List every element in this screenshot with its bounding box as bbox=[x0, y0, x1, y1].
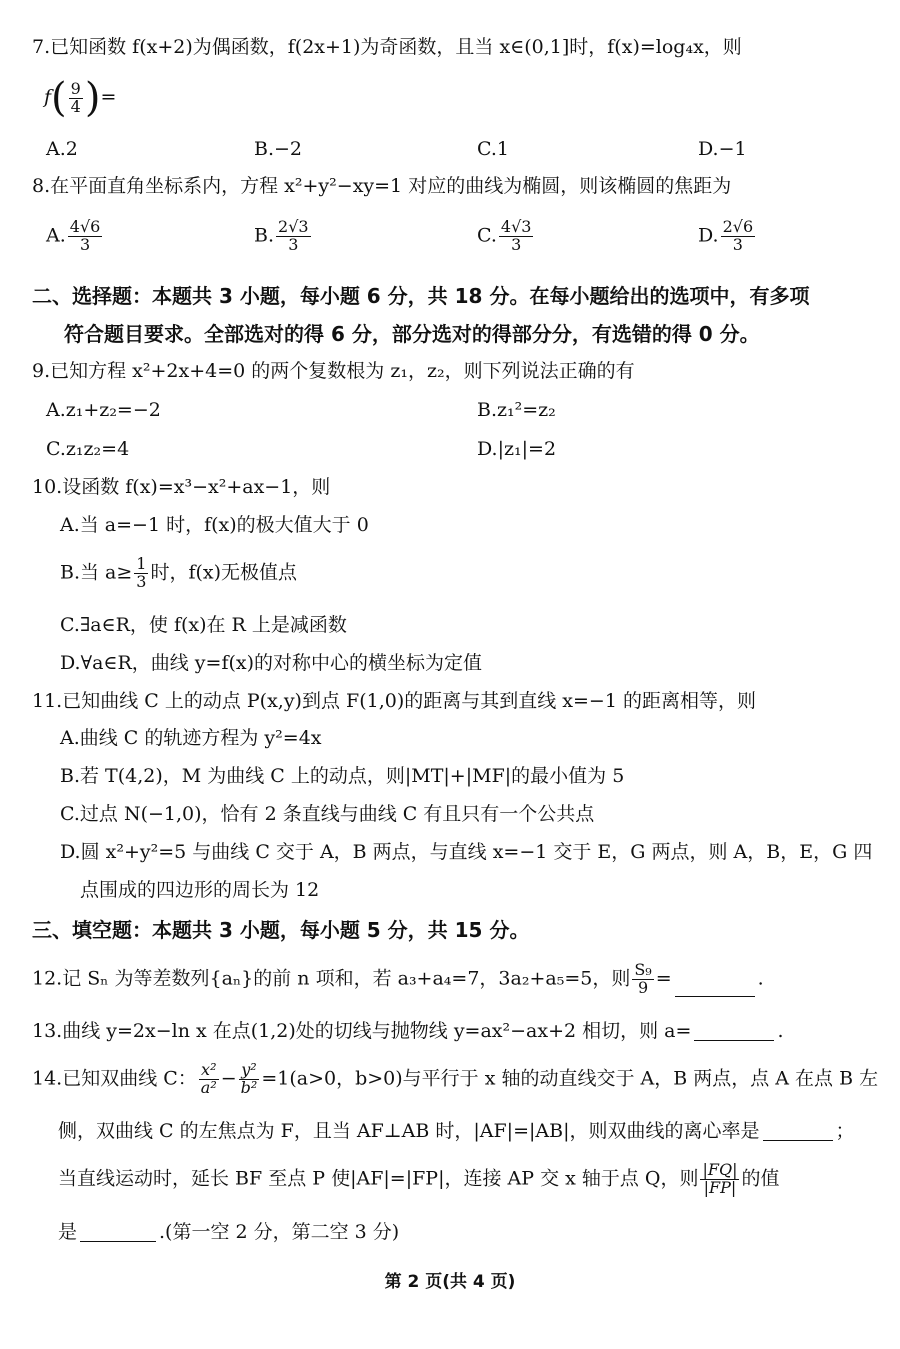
q8-option-a bbox=[46, 219, 104, 254]
q10-b-fraction bbox=[134, 556, 148, 591]
q10-b-num: 1 bbox=[136, 554, 147, 573]
q8-c-den: 3 bbox=[511, 234, 522, 254]
q7-stem: 7.已知函数 f(x+2)为偶函数，f(2x+1)为奇函数，且当 x∈(0,1]时，f(x)=log₄x，则 bbox=[32, 36, 742, 58]
q7-option-d: D.−1 bbox=[698, 138, 747, 160]
q14-l4-prefix: 是 bbox=[58, 1221, 78, 1243]
q14-line1 bbox=[32, 1062, 878, 1097]
q10-option-d: D.∀a∈R，曲线 y=f(x)的对称中心的横坐标为定值 bbox=[60, 652, 483, 674]
q9-option-d: D.|z₁|=2 bbox=[477, 438, 557, 460]
q14-f3-den: |FP| bbox=[703, 1177, 737, 1197]
q11-option-d-line2: 点围成的四边形的周长为 12 bbox=[80, 879, 320, 901]
q11-option-c: C.过点 N(−1,0)，恰有 2 条直线与曲线 C 有且只有一个公共点 bbox=[60, 803, 595, 825]
q14-line2 bbox=[58, 1122, 855, 1141]
q14-l3-prefix: 当直线运动时，延长 BF 至点 P 使|AF|=|FP|，连接 AP 交 x 轴于点 Q，则 bbox=[58, 1167, 699, 1190]
q12-frac-den: 9 bbox=[637, 977, 649, 997]
q7-frac-num: 9 bbox=[70, 78, 81, 98]
q8-d-den: 3 bbox=[732, 234, 743, 254]
q8-b-den: 3 bbox=[288, 234, 299, 254]
q11-option-a: A.曲线 C 的轨迹方程为 y²=4x bbox=[60, 727, 322, 749]
q14-answer-blank-1[interactable] bbox=[763, 1140, 833, 1141]
q8-option-d bbox=[698, 219, 757, 254]
q14-l3-suffix: 的值 bbox=[741, 1167, 780, 1190]
q9-stem: 9.已知方程 x²+2x+4=0 的两个复数根为 z₁，z₂，则下列说法正确的有 bbox=[32, 360, 635, 382]
q12-line bbox=[32, 962, 764, 997]
q14-line4 bbox=[58, 1223, 399, 1242]
q10-b-prefix: B.当 a≥ bbox=[60, 561, 133, 584]
q13-end: . bbox=[777, 1020, 784, 1042]
q10-option-a: A.当 a=−1 时，f(x)的极大值大于 0 bbox=[60, 514, 369, 536]
q12-equals: = bbox=[655, 967, 672, 990]
section3-heading: 三、填空题：本题共 3 小题，每小题 5 分，共 15 分。 bbox=[32, 918, 530, 942]
q8-a-fraction bbox=[68, 219, 103, 254]
q7-ask-suffix: = bbox=[100, 86, 117, 108]
q10-option-c: C.∃a∈R，使 f(x)在 R 上是减函数 bbox=[60, 614, 347, 636]
q14-prefix: 14.已知双曲线 C： bbox=[32, 1067, 197, 1090]
q12-prefix: 12.记 Sₙ 为等差数列{aₙ}的前 n 项和，若 a₃+a₄=7，3a₂+a₅=5，则 bbox=[32, 967, 631, 990]
q8-stem: 8.在平面直角坐标系内，方程 x²+y²−xy=1 对应的曲线为椭圆，则该椭圆的焦距为 bbox=[32, 175, 732, 197]
q12-answer-blank[interactable] bbox=[675, 996, 755, 997]
q14-f2-den: b² bbox=[240, 1077, 258, 1097]
q14-f1-den: a² bbox=[200, 1077, 217, 1097]
q7-option-c: C.1 bbox=[477, 138, 509, 160]
section2-heading-line2: 符合题目要求。全部选对的得 6 分，部分选对的得部分分，有选错的得 0 分。 bbox=[64, 322, 760, 346]
q14-l1-suffix: =1(a>0，b>0)与平行于 x 轴的动直线交于 A，B 两点，点 A 在点 B 左 bbox=[261, 1067, 879, 1090]
q12-end: . bbox=[757, 967, 764, 990]
q14-fraction-ratio bbox=[700, 1162, 739, 1197]
q10-stem: 10.设函数 f(x)=x³−x²+ax−1，则 bbox=[32, 476, 331, 498]
q13-line bbox=[32, 1022, 783, 1041]
q14-minus: − bbox=[220, 1067, 237, 1090]
q11-option-b: B.若 T(4,2)，M 为曲线 C 上的动点，则|MT|+|MF|的最小值为 5 bbox=[60, 765, 625, 787]
q7-option-a: A.2 bbox=[46, 138, 78, 160]
q8-a-label: A. bbox=[46, 224, 66, 247]
q13-answer-blank[interactable] bbox=[694, 1040, 774, 1041]
q8-d-fraction bbox=[721, 219, 756, 254]
q9-option-c: C.z₁z₂=4 bbox=[46, 438, 130, 460]
q8-c-fraction bbox=[499, 219, 534, 254]
q14-fraction-y bbox=[239, 1062, 260, 1097]
q12-fraction bbox=[632, 962, 653, 997]
q14-f3-num: |FQ| bbox=[702, 1160, 738, 1179]
q7-ask: f( $\frac{9}{4}$ )= bbox=[44, 75, 117, 121]
q8-b-num: 2√3 bbox=[278, 217, 309, 236]
q14-answer-blank-2[interactable] bbox=[80, 1241, 156, 1242]
page-footer: 第 2 页(共 4 页) bbox=[384, 1272, 516, 1292]
q14-f2-num: y² bbox=[239, 1062, 260, 1080]
q11-stem: 11.已知曲线 C 上的动点 P(x,y)到点 F(1,0)的距离与其到直线 x=−1 的距离相等，则 bbox=[32, 690, 756, 712]
q8-c-label: C. bbox=[477, 224, 497, 247]
q10-option-b bbox=[60, 556, 297, 591]
q8-option-b bbox=[254, 219, 313, 254]
q10-b-den: 3 bbox=[136, 571, 147, 591]
q11-option-d-line1: D.圆 x²+y²=5 与曲线 C 交于 A，B 两点，与直线 x=−1 交于 E，G 两点，则 A，B，E，G 四 bbox=[60, 841, 873, 863]
q7-ask-prefix: f bbox=[44, 86, 52, 108]
q10-b-suffix: 时，f(x)无极值点 bbox=[150, 561, 298, 584]
q8-d-num: 2√6 bbox=[722, 217, 754, 236]
q9-option-a: A.z₁+z₂=−2 bbox=[46, 399, 161, 421]
q14-l4-suffix: .(第一空 2 分，第二空 3 分) bbox=[159, 1221, 400, 1243]
q14-l2-end: ； bbox=[835, 1120, 855, 1142]
q7-frac-den: 4 bbox=[70, 96, 81, 116]
q7-ask-fraction bbox=[69, 78, 83, 116]
q8-b-fraction bbox=[276, 219, 311, 254]
q8-b-label: B. bbox=[254, 224, 275, 247]
q14-line3 bbox=[58, 1162, 780, 1197]
q8-c-num: 4√3 bbox=[500, 217, 532, 236]
q13-text: 13.曲线 y=2x−ln x 在点(1,2)处的切线与抛物线 y=ax²−ax+2 相切，则 a= bbox=[32, 1020, 692, 1042]
q8-d-label: D. bbox=[698, 224, 719, 247]
section2-heading-line1: 二、选择题：本题共 3 小题，每小题 6 分，共 18 分。在每小题给出的选项中，有多项 bbox=[32, 284, 810, 308]
q14-fraction-x bbox=[199, 1062, 219, 1097]
q7-option-b: B.−2 bbox=[254, 138, 303, 160]
q8-option-c bbox=[477, 219, 535, 254]
q8-a-den: 3 bbox=[79, 234, 91, 254]
q12-frac-num: S₉ bbox=[634, 960, 652, 979]
q14-f1-num: x² bbox=[199, 1062, 219, 1080]
q9-option-b: B.z₁²=z₂ bbox=[477, 399, 556, 421]
q14-l2-text: 侧，双曲线 C 的左焦点为 F，且当 AF⊥AB 时，|AF|=|AB|，则双曲线的离心率是 bbox=[58, 1120, 760, 1142]
q8-a-num: 4√6 bbox=[69, 217, 101, 236]
